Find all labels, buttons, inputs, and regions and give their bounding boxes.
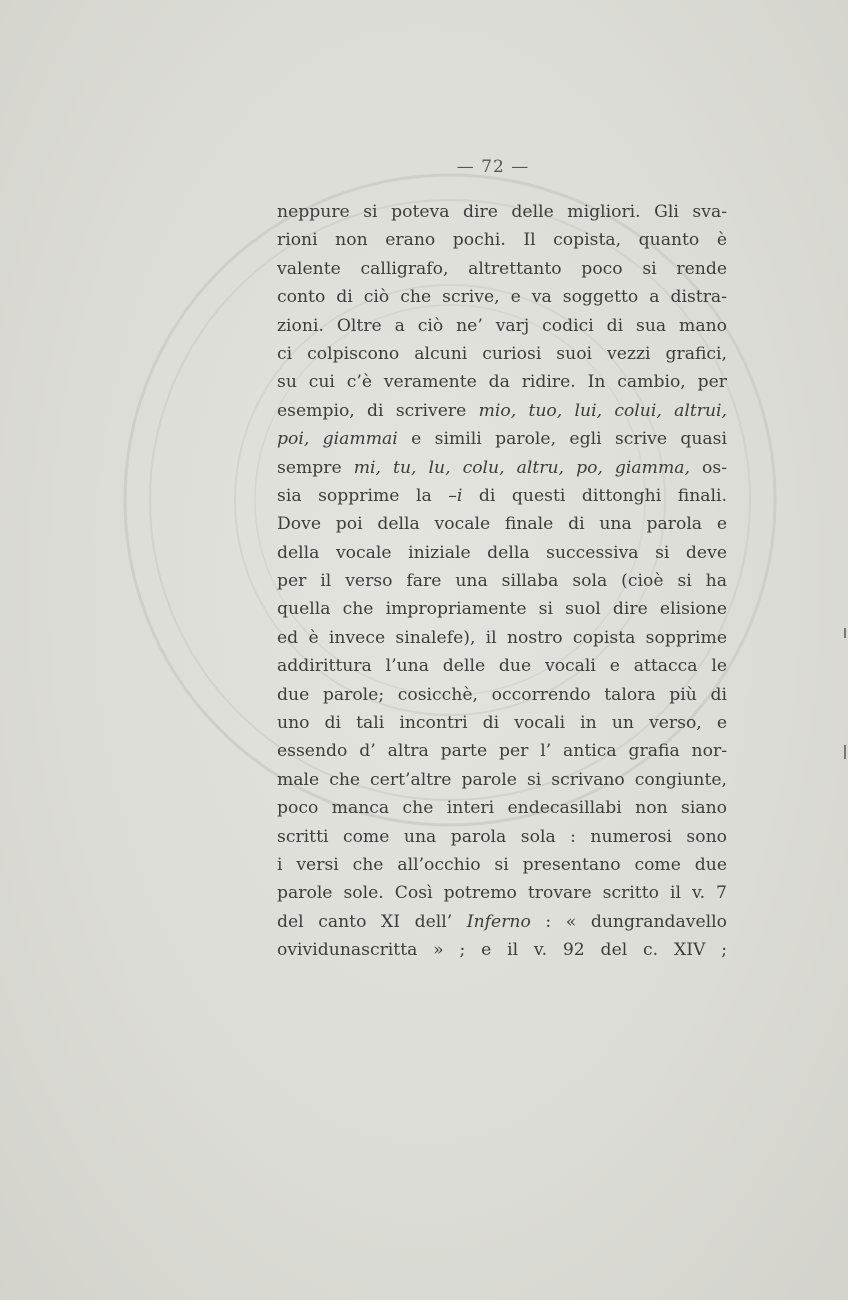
text-run: quella che impropriamente si suol dire elisione xyxy=(277,599,727,620)
text-run: di questi dittonghi finali. xyxy=(462,485,727,506)
text-line xyxy=(277,340,727,368)
text-run: essendo d’ altra parte per l’ antica grafia nor- xyxy=(277,741,727,762)
italic-text: –i xyxy=(448,485,463,506)
text-line xyxy=(277,879,727,907)
text-line xyxy=(277,681,727,709)
text-run: parole sole. Così potremo trovare scritto il v. 7 xyxy=(277,883,727,904)
text-line xyxy=(277,567,727,595)
text-run: esempio, di scrivere xyxy=(277,400,479,421)
text-run: male che cert’altre parole si scrivano congiunte, xyxy=(277,769,727,790)
italic-text: mi, tu, lu, colu, altru, po, giamma, xyxy=(353,457,690,478)
text-run: uno di tali incontri di vocali in un verso, e xyxy=(277,713,727,734)
italic-text: Inferno xyxy=(466,911,531,932)
text-run: per il verso fare una sillaba sola (cioè si ha xyxy=(277,571,727,592)
text-run: os- xyxy=(689,457,727,478)
text-run: ovividunascritta » ; e il v. 92 del c. XIV ; xyxy=(277,940,727,961)
text-line xyxy=(277,908,727,936)
text-line xyxy=(277,709,727,737)
text-run: i versi che all’occhio si presentano come due xyxy=(277,854,727,875)
text-line xyxy=(277,397,727,425)
text-run: ed è invece sinalefe), il nostro copista sopprime xyxy=(277,627,727,648)
text-line xyxy=(277,226,727,254)
text-line xyxy=(277,539,727,567)
text-run: conto di ciò che scrive, e va soggetto a distra- xyxy=(277,287,727,308)
text-run: addirittura l’una delle due vocali e attacca le xyxy=(277,656,727,677)
text-line xyxy=(277,652,727,680)
text-line xyxy=(277,936,727,964)
text-run: su cui c’è veramente da ridire. In cambio, per xyxy=(277,372,727,393)
text-run: del canto XI dell’ xyxy=(277,911,467,932)
text-run: scritti come una parola sola : numerosi sono xyxy=(277,826,727,847)
text-line xyxy=(277,312,727,340)
text-line xyxy=(277,454,727,482)
text-run: zioni. Oltre a ciò ne’ varj codici di sua mano xyxy=(277,315,727,336)
text-line xyxy=(277,624,727,652)
text-line xyxy=(277,823,727,851)
text-run: rioni non erano pochi. Il copista, quanto è xyxy=(277,230,727,251)
text-line xyxy=(277,851,727,879)
edge-mark xyxy=(844,628,846,638)
italic-text: mio, tuo, lui, colui, altrui, xyxy=(478,400,728,421)
text-line xyxy=(277,510,727,538)
text-run: Dove poi della vocale finale di una parola e xyxy=(277,514,727,535)
text-line xyxy=(277,425,727,453)
edge-mark xyxy=(844,745,846,759)
text-run: sempre xyxy=(277,457,354,478)
text-run: della vocale iniziale della successiva si deve xyxy=(277,542,727,563)
italic-text: poi, giammai xyxy=(277,429,398,450)
text-line xyxy=(277,368,727,396)
text-run: ci colpiscono alcuni curiosi suoi vezzi grafici, xyxy=(277,343,727,364)
text-line xyxy=(277,794,727,822)
text-run: valente calligrafo, altrettanto poco si rende xyxy=(277,258,727,279)
text-run: due parole; cosicchè, occorrendo talora più di xyxy=(277,684,727,705)
text-run: neppure si poteva dire delle migliori. Gli sva- xyxy=(277,202,727,222)
text-line xyxy=(277,595,727,623)
text-run: poco manca che interi endecasillabi non siano xyxy=(277,798,727,819)
page-number: — 72 — xyxy=(456,157,530,177)
body-text xyxy=(277,198,727,965)
text-line xyxy=(277,198,727,226)
text-run: : « dungrandavello xyxy=(530,911,727,932)
text-line xyxy=(277,255,727,283)
text-run: sia sopprime la xyxy=(277,485,449,506)
text-line xyxy=(277,482,727,510)
text-run: e simili parole, egli scrive quasi xyxy=(397,429,727,450)
text-line xyxy=(277,737,727,765)
text-line xyxy=(277,766,727,794)
text-line xyxy=(277,283,727,311)
